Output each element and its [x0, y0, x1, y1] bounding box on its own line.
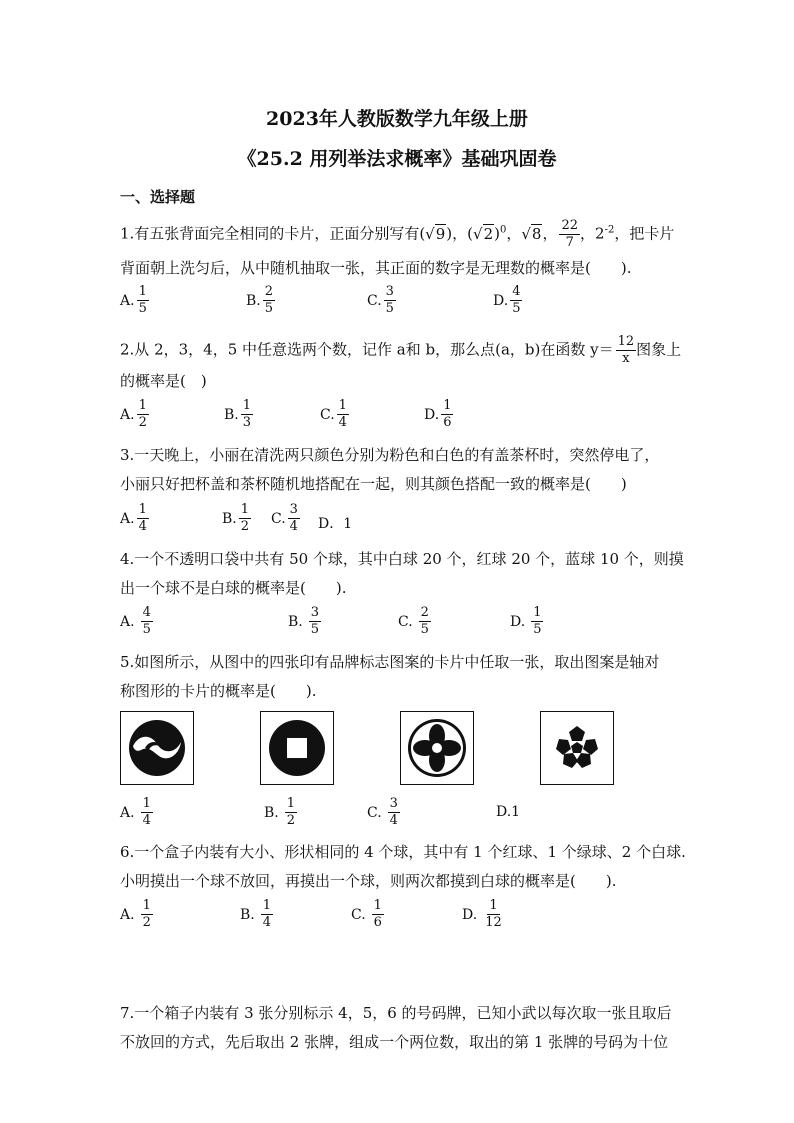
- q5-line2: 称图形的卡片的概率是( ).: [120, 682, 317, 700]
- section-heading: 一、选择题: [120, 188, 196, 206]
- q3-line2: 小丽只好把杯盖和茶杯随机地搭配在一起，则其颜色搭配一致的概率是( ): [120, 475, 627, 493]
- q2-option-b: B. $\frac{1}{3}$: [224, 398, 252, 430]
- q2-option-d: D. $\frac{1}{6}$: [424, 398, 452, 430]
- q2-option-a: A. $\frac{1}{2}$: [120, 398, 147, 430]
- q2-line2: 的概率是( ): [120, 372, 207, 390]
- q6-option-a: A. $\frac{1}{2}$: [120, 898, 151, 930]
- q1-option-d: D. $\frac{4}{5}$: [493, 284, 521, 316]
- exam-title: 2023年人教版数学九年级上册: [266, 108, 528, 130]
- q6-option-c: C. $\frac{1}{6}$: [351, 898, 382, 930]
- q4-option-b: B. $\frac{3}{5}$: [288, 605, 320, 637]
- logo-card-4: [540, 711, 614, 785]
- q6-option-d: D. $\frac{1}{12}$: [462, 898, 502, 930]
- q4-line2: 出一个球不是白球的概率是( ).: [120, 579, 347, 597]
- q7-line1: 7.一个箱子内装有 3 张分别标示 4，5，6 的号码牌，已知小武以每次取一张且取后: [120, 1004, 672, 1022]
- q2-line1: 2.从 2，3，4，5 中任意选两个数，记作 a和 b，那么点(a，b)在函数 y＝ $\frac{12}{x}$ 图象上: [120, 334, 682, 366]
- q6-option-b: B. $\frac{1}{4}$: [240, 898, 272, 930]
- q3-option-a: A. $\frac{1}{4}$: [120, 502, 147, 534]
- quatrefoil-logo-icon: [401, 712, 473, 784]
- q1-option-b: B. $\frac{2}{5}$: [246, 284, 274, 316]
- logo-card-3: [400, 711, 474, 785]
- sqrt-symbol: √9: [425, 224, 446, 243]
- q6-line2: 小明摸出一个球不放回，再摸出一个球，则两次都摸到白球的概率是( ).: [120, 872, 617, 890]
- q6-line1: 6.一个盒子内装有大小、形状相同的 4 个球，其中有 1 个红球、1 个绿球、2 个白球.: [120, 843, 686, 861]
- q3-line1: 3.一天晚上，小丽在清洗两只颜色分别为粉色和白色的有盖茶杯时，突然停电了，: [120, 446, 660, 464]
- q5-option-c: C. $\frac{3}{4}$: [367, 796, 398, 828]
- q1-option-c: C. $\frac{3}{5}$: [367, 284, 394, 316]
- q5-line1: 5.如图所示，从图中的四张印有品牌标志图案的卡片中任取一张，取出图案是轴对: [120, 653, 660, 671]
- q4-option-c: C. $\frac{2}{5}$: [398, 605, 429, 637]
- q5-option-d: D.1: [496, 804, 521, 820]
- q3-option-c: C. $\frac{3}{4}$: [271, 502, 298, 534]
- q4-line1: 4.一个不透明口袋中共有 50 个球，其中白球 20 个，红球 20 个，蓝球 10 个，则摸: [120, 550, 684, 568]
- q4-option-d: D. $\frac{1}{5}$: [510, 605, 542, 637]
- q5-option-a: A. $\frac{1}{4}$: [120, 796, 151, 828]
- q1-line2: 背面朝上洗匀后，从中随机抽取一张，其正面的数字是无理数的概率是( ).: [120, 259, 632, 277]
- q5-option-b: B. $\frac{1}{2}$: [264, 796, 296, 828]
- q2-option-c: C. $\frac{1}{4}$: [320, 398, 347, 430]
- pentagon-flower-logo-icon: [541, 712, 613, 784]
- q4-option-a: A. $\frac{4}{5}$: [120, 605, 151, 637]
- q1-line1: 1.有五张背面完全相同的卡片，正面分别写有(√9)，$(√2)^0$，√8， $\frac{22}{7}$ ，$2^{-2}$，把卡片: [120, 218, 675, 250]
- q3-option-d: D．1: [318, 516, 353, 532]
- q3-option-b: B. $\frac{1}{2}$: [222, 502, 250, 534]
- logo-card-2: [260, 711, 334, 785]
- q7-line2: 不放回的方式，先后取出 2 张牌，组成一个两位数，取出的第 1 张牌的号码为十位: [120, 1033, 669, 1051]
- swirl-logo-icon: [121, 712, 193, 784]
- coin-logo-icon: [261, 712, 333, 784]
- exam-subtitle: 《25.2 用列举法求概率》基础巩固卷: [237, 148, 557, 170]
- q1-option-a: A. $\frac{1}{5}$: [120, 284, 147, 316]
- logo-card-1: [120, 711, 194, 785]
